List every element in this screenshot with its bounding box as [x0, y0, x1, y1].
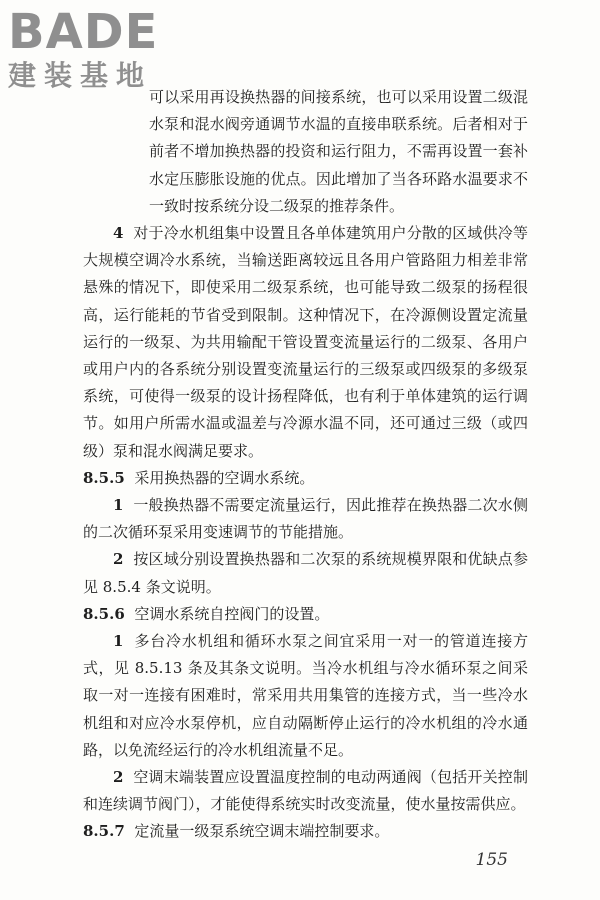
section-number: 8.5.7 — [83, 822, 125, 841]
logo-subtitle: 建装基地 — [8, 59, 153, 92]
paragraph-text: 对于冷水机组集中设置且各单体建筑用户分散的区域供冷等大规模空调冷水系统，当输送距离较远且各用户管路阻力相差非常悬殊的情况下，即使采用二级泵系统，也可能导致二级泵的扬程很高，运行能耗的节省受到限制。这种情况下，在冷源侧设置定流量运行的一级泵、为共用输配干管设置变流量运行的二级泵、各用户或用户内的各系统分别设置变流量运行的三级泵或四级泵的多级泵系统，可使得一级泵的设计扬程降低，也有利于单体建筑的运行调节。如用户所需水温或温差与冷源水温不同，还可通过三级（或四级）泵和混水阀满足要求。 — [83, 224, 528, 460]
section-title: 采用换热器的空调水系统。 — [134, 468, 315, 487]
section-title: 空调水系统自控阀门的设置。 — [134, 604, 330, 623]
paragraph-continued — [83, 84, 528, 220]
item-number: 1 — [113, 632, 124, 651]
paragraph-text: 一般换热器不需要定流量运行，因此推荐在换热器二次水侧的二次循环泵采用变速调节的节能措施。 — [83, 496, 528, 542]
paragraph-text: 多台冷水机组和循环水泵之间宜采用一对一的管道连接方式，见 8.5.13 条及其条文说明。当冷水机组与冷水循环泵之间采取一对一连接有困难时，常采用共用集管的连接方式，当一些冷水机组和对应冷水泵停机，应自动隔断停止运行的冷水机组的冷水通路，以免流经运行的冷水机组流量不足。 — [83, 632, 528, 759]
paragraph-item-2 — [83, 546, 528, 600]
paragraph-item-1 — [83, 628, 528, 764]
paragraph-item-1 — [83, 492, 528, 546]
paragraph-text: 可以采用再设换热器的间接系统，也可以采用设置二级混水泵和混水阀旁通调节水温的直接串联系统。后者相对于前者不增加换热器的投资和运行阻力，不需再设置一套补水定压膨胀设施的优点。因此增加了当各环路水温要求不一致时按系统分设二级泵的推荐条件。 — [149, 88, 528, 215]
logo — [8, 6, 158, 92]
paragraph-text: 空调末端装置应设置温度控制的电动两通阀（包括开关控制和连续调节阀门），才能使得系统实时改变流量，使水量按需供应。 — [83, 768, 528, 814]
section-number: 8.5.5 — [83, 468, 125, 487]
paragraph-text: 按区域分别设置换热器和二次泵的系统规模界限和优缺点参见 8.5.4 条文说明。 — [83, 550, 528, 596]
section-number: 8.5.6 — [83, 604, 125, 623]
logo-brand: BADE — [8, 4, 159, 60]
section-heading-8-5-7 — [83, 818, 528, 845]
page-content — [83, 84, 528, 846]
paragraph-item-2 — [83, 764, 528, 818]
item-number: 2 — [113, 768, 124, 787]
section-title: 定流量一级泵系统空调末端控制要求。 — [134, 822, 390, 841]
section-heading-8-5-6 — [83, 601, 528, 628]
item-number: 1 — [113, 496, 124, 515]
item-number: 4 — [113, 224, 124, 243]
page-number: 155 — [475, 850, 508, 870]
paragraph-item-4 — [83, 220, 528, 465]
item-number: 2 — [113, 550, 124, 569]
section-heading-8-5-5 — [83, 465, 528, 492]
